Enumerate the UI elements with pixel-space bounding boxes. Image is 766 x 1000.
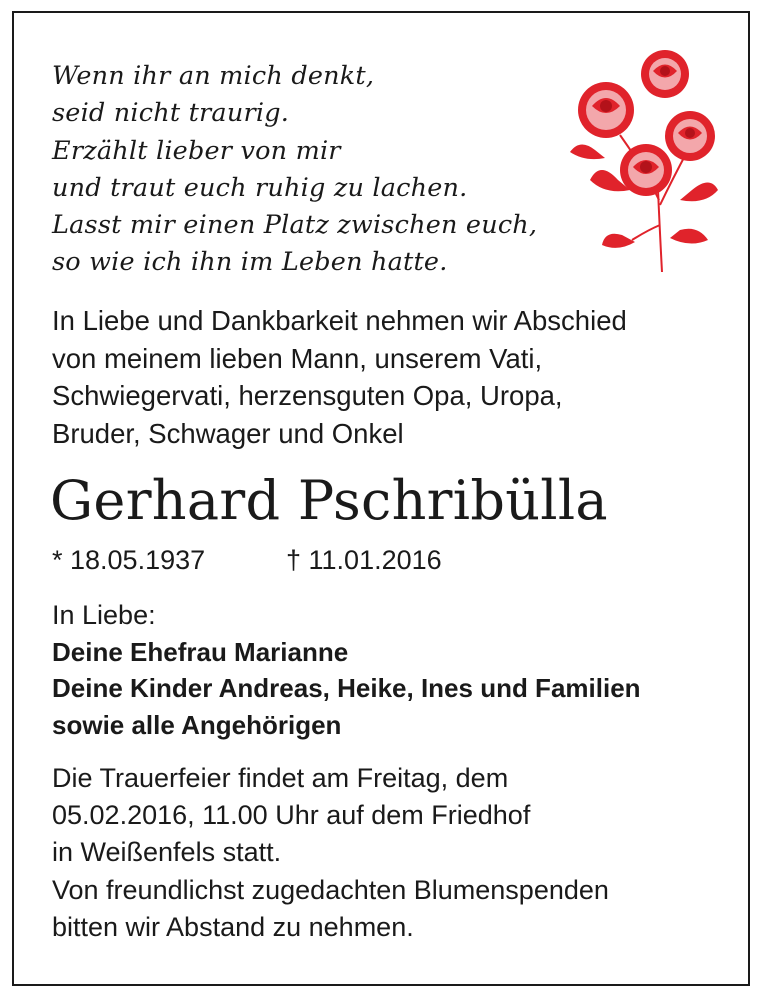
funeral-line: 05.02.2016, 11.00 Uhr auf dem Friedhof [52, 800, 531, 831]
mourner-line: Deine Ehefrau Marianne [52, 636, 349, 667]
mourners [52, 597, 641, 744]
death-date: † 11.01.2016 [286, 545, 442, 575]
poem-line: Wenn ihr an mich denkt, [52, 61, 375, 91]
mourners-heading: In Liebe: [52, 600, 156, 630]
farewell-line: In Liebe und Dankbarkeit nehmen wir Abschied [52, 305, 627, 336]
funeral-line: bitten wir Abstand zu nehmen. [52, 911, 414, 942]
deceased-name: Gerhard Pschribülla [50, 469, 608, 532]
rose-flower [641, 50, 689, 98]
poem [52, 58, 537, 282]
poem-line: seid nicht traurig. [52, 98, 290, 129]
rose-flower [578, 82, 634, 138]
rose-flower [620, 144, 672, 196]
funeral-line: in Weißenfels statt. [52, 837, 282, 868]
funeral-line: Von freundlichst zugedachten Blumenspenden [52, 874, 609, 905]
farewell-text [52, 302, 627, 452]
poem-line: Lasst mir einen Platz zwischen euch, [52, 210, 538, 241]
roses-illustration [560, 40, 720, 275]
poem-line: und traut euch ruhig zu lachen. [52, 172, 468, 203]
rose-leaf [680, 183, 718, 202]
funeral-info [52, 760, 609, 946]
rose-stem [632, 225, 660, 240]
rose-leaf [570, 144, 605, 159]
farewell-line: Schwiegervati, herzensguten Opa, Uropa, [52, 380, 563, 411]
poem-line: Erzählt lieber von mir [52, 135, 341, 166]
farewell-line: von meinem lieben Mann, unserem Vati, [52, 342, 543, 374]
life-dates [52, 542, 442, 578]
farewell-line: Bruder, Schwager und Onkel [52, 417, 404, 449]
rose-leaf [602, 234, 635, 248]
rose-leaf [670, 229, 708, 244]
mourner-line: sowie alle Angehörigen [52, 710, 342, 741]
funeral-line: Die Trauerfeier findet am Freitag, dem [52, 763, 509, 793]
poem-line: so wie ich ihn im Leben hatte. [52, 247, 448, 278]
mourner-line: Deine Kinder Andreas, Heike, Ines und Familien [52, 673, 641, 704]
rose-flower [665, 111, 715, 161]
birth-date: * 18.05.1937 [52, 545, 206, 575]
